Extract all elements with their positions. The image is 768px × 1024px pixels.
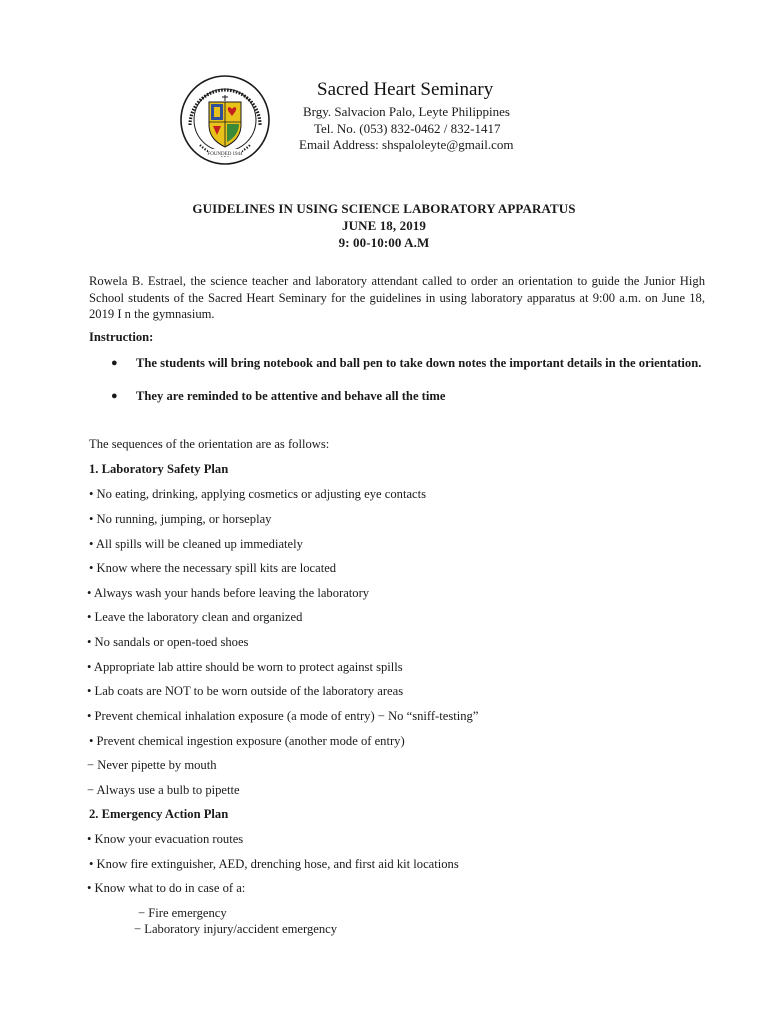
document-date: JUNE 18, 2019 [342, 218, 426, 233]
section-heading-safety: 1. Laboratory Safety Plan [89, 462, 229, 476]
list-item: • No eating, drinking, applying cosmetics or adjusting eye contacts [89, 487, 427, 501]
list-item: • Leave the laboratory clean and organized [87, 610, 303, 624]
list-item: − Laboratory injury/accident emergency [134, 922, 338, 936]
bullet-icon: ● [111, 390, 118, 402]
list-item: • Lab coats are NOT to be worn outside of the laboratory areas [87, 684, 404, 698]
intro-paragraph: Rowela B. Estrael, the science teacher and laboratory attendant called to order an orientation to guide the Junior High School students of the Sacred Heart Seminary for the guidelines in using laboratory apparatus at 9:00 a.m. on June 18, 2019 I n the gymnasium. [89, 274, 705, 321]
list-item: − Fire emergency [138, 906, 227, 920]
list-item: • Appropriate lab attire should be worn to protect against spills [87, 660, 403, 674]
list-item: • Always wash your hands before leaving the laboratory [87, 586, 370, 600]
svg-text:FOUNDED 1944: FOUNDED 1944 [207, 152, 243, 157]
list-item: • All spills will be cleaned up immediately [89, 537, 303, 551]
list-item: • No running, jumping, or horseplay [89, 512, 272, 526]
list-item: • Know where the necessary spill kits are located [89, 561, 337, 575]
section-heading-emergency: 2. Emergency Action Plan [89, 807, 229, 821]
organization-email: Email Address: shspaloleyte@gmail.com [299, 137, 514, 152]
sequence-intro: The sequences of the orientation are as follows: [89, 437, 330, 451]
list-item: − Never pipette by mouth [87, 758, 217, 772]
document-time: 9: 00-10:00 A.M [338, 235, 430, 250]
list-item: • Prevent chemical ingestion exposure (another mode of entry) [89, 734, 405, 748]
organization-telephone: Tel. No. (053) 832-0462 / 832-1417 [314, 121, 501, 136]
list-item: • Know fire extinguisher, AED, drenching hose, and first aid kit locations [89, 857, 459, 871]
instruction-label: Instruction: [89, 330, 154, 344]
list-item: • Know your evacuation routes [87, 832, 244, 846]
organization-address: Brgy. Salvacion Palo, Leyte Philippines [303, 104, 510, 119]
document-title: GUIDELINES IN USING SCIENCE LABORATORY APPARATUS [192, 201, 576, 216]
list-item: • No sandals or open-toed shoes [87, 635, 249, 649]
bullet-icon: ● [111, 357, 118, 369]
instruction-item-text: The students will bring notebook and ball pen to take down notes the important details in the orientation. [136, 356, 702, 370]
seminary-seal-logo [180, 75, 270, 165]
list-item: • Prevent chemical inhalation exposure (a mode of entry) − No “sniff-testing” [87, 709, 479, 723]
organization-name: Sacred Heart Seminary [317, 79, 494, 100]
instruction-item-text: They are reminded to be attentive and behave all the time [136, 389, 446, 403]
list-item: − Always use a bulb to pipette [87, 783, 240, 797]
list-item: • Know what to do in case of a: [87, 881, 246, 895]
